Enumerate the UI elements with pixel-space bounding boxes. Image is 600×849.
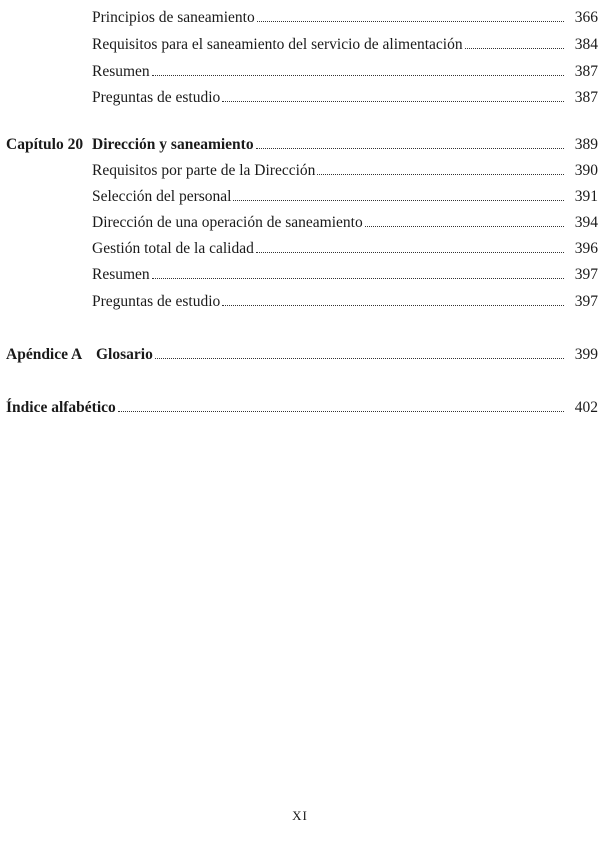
toc-entry-title: Selección del personal	[92, 188, 232, 205]
toc-entry-page: 396	[574, 240, 598, 257]
dot-leader	[222, 305, 564, 306]
toc-entry	[92, 265, 598, 285]
chapter-title: Dirección y saneamiento	[92, 136, 254, 153]
toc-entry	[92, 88, 598, 108]
chapter-entry	[92, 135, 598, 155]
toc-entry	[92, 35, 598, 55]
dot-leader	[465, 48, 564, 49]
dot-leader	[152, 278, 564, 279]
toc-entry	[92, 8, 598, 28]
toc-entry-title: Requisitos por parte de la Dirección	[92, 162, 316, 179]
toc-entry	[92, 62, 598, 82]
toc-entry-page: 397	[574, 266, 598, 283]
toc-entry-page: 390	[574, 162, 598, 179]
dot-leader	[233, 200, 564, 201]
toc-entry-title: Resumen	[92, 63, 150, 80]
appendix-label: Apéndice A	[6, 346, 83, 363]
toc-entry-title: Requisitos para el saneamiento del servicio de alimentación	[92, 36, 463, 53]
index-page: 402	[574, 399, 598, 416]
chapter-label: Capítulo 20	[6, 136, 84, 153]
toc-entry-page: 387	[574, 63, 598, 80]
toc-entry-title: Preguntas de estudio	[92, 293, 221, 310]
appendix-title: Glosario	[96, 346, 153, 363]
toc-entry-page: 384	[574, 36, 598, 53]
dot-leader	[256, 252, 564, 253]
appendix-entry	[96, 345, 598, 365]
dot-leader	[118, 411, 564, 412]
toc-entry	[92, 239, 598, 259]
toc-entry	[92, 213, 598, 233]
index-title: Índice alfabético	[6, 399, 116, 416]
dot-leader	[317, 174, 564, 175]
toc-entry-page: 387	[574, 89, 598, 106]
index-entry	[6, 398, 598, 418]
toc-entry	[92, 187, 598, 207]
dot-leader	[256, 148, 564, 149]
appendix-page: 399	[574, 346, 598, 363]
toc-entry-title: Preguntas de estudio	[92, 89, 221, 106]
toc-entry-title: Resumen	[92, 266, 150, 283]
dot-leader	[365, 226, 564, 227]
toc-entry	[92, 292, 598, 312]
toc-entry-page: 391	[574, 188, 598, 205]
toc-entry-page: 366	[574, 9, 598, 26]
toc-entry-title: Gestión total de la calidad	[92, 240, 254, 257]
chapter-page: 389	[574, 136, 598, 153]
toc-entry-page: 394	[574, 214, 598, 231]
toc-entry-title: Principios de saneamiento	[92, 9, 255, 26]
dot-leader	[222, 101, 564, 102]
toc-entry	[92, 161, 598, 181]
page-number: XI	[292, 808, 308, 823]
dot-leader	[155, 358, 564, 359]
dot-leader	[257, 21, 564, 22]
toc-entry-title: Dirección de una operación de saneamiento	[92, 214, 363, 231]
dot-leader	[152, 75, 564, 76]
toc-entry-page: 397	[574, 293, 598, 310]
